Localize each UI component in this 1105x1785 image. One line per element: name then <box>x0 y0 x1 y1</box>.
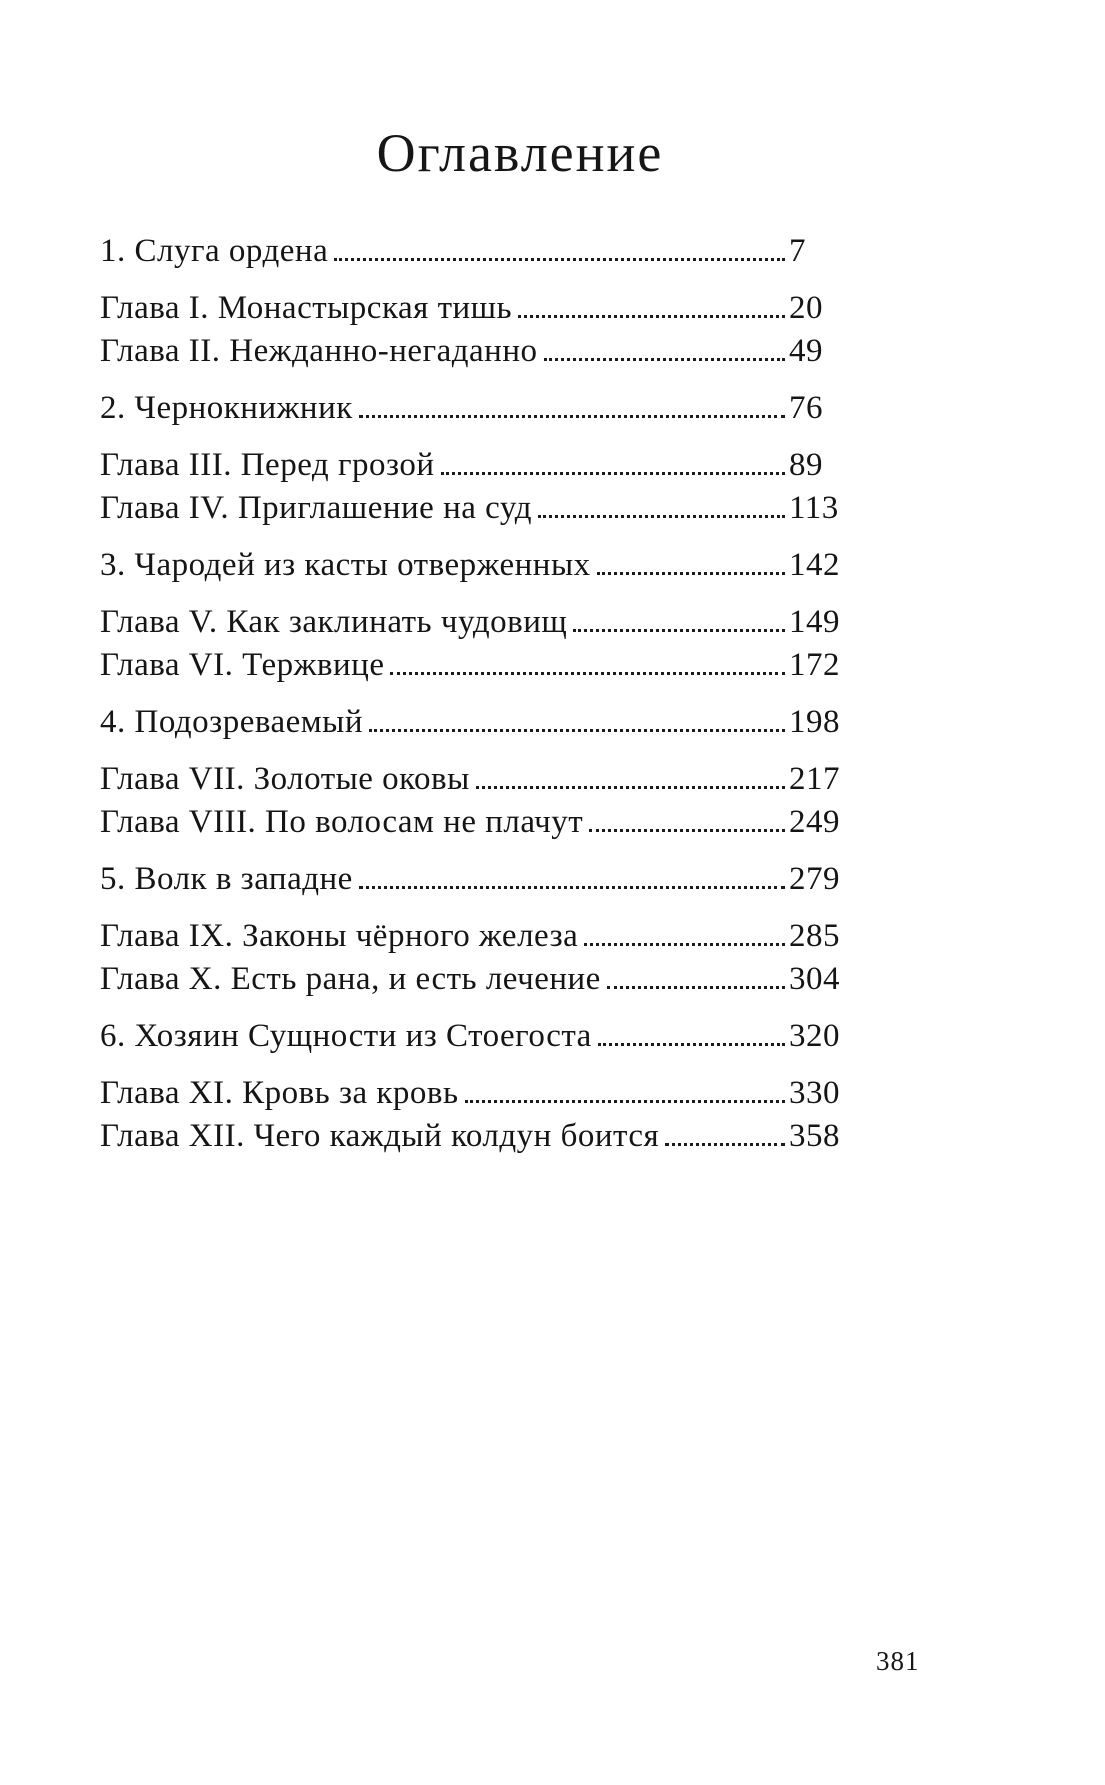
toc-entry-label: 3. Чародей из касты отверженных <box>100 547 591 584</box>
toc-entry-chapter[interactable] <box>100 1072 845 1115</box>
toc-entry-page-number: 20 <box>789 290 823 327</box>
toc-entry-page-number: 358 <box>789 1118 840 1155</box>
toc-entry-part[interactable] <box>100 544 845 587</box>
toc-entry-part[interactable] <box>100 387 845 430</box>
dot-leader <box>597 572 785 575</box>
dot-leader <box>359 886 785 889</box>
toc-entry-label: Глава VIII. По волосам не плачут <box>100 804 584 841</box>
toc-entry-label: 5. Волк в западне <box>100 861 353 898</box>
table-of-contents <box>100 230 845 1158</box>
toc-entry-page-number: 113 <box>789 490 839 527</box>
toc-entry-page-number: 217 <box>789 761 840 798</box>
toc-entry-part[interactable] <box>100 701 845 744</box>
toc-entry-page-number: 142 <box>789 547 840 584</box>
toc-entry-page-number: 149 <box>789 604 840 641</box>
dot-leader <box>573 629 785 632</box>
toc-entry-label: Глава V. Как заклинать чудовищ <box>100 604 568 641</box>
dot-leader <box>334 258 785 261</box>
toc-entry-page-number: 330 <box>789 1075 840 1112</box>
toc-entry-part[interactable] <box>100 1015 845 1058</box>
dot-leader <box>544 358 785 361</box>
toc-entry-label: Глава I. Монастырская тишь <box>100 290 513 327</box>
dot-leader <box>538 515 785 518</box>
toc-entry-chapter[interactable] <box>100 1115 845 1158</box>
toc-entry-label: Глава II. Нежданно-негаданно <box>100 333 538 370</box>
toc-entry-chapter[interactable] <box>100 444 845 487</box>
dot-leader <box>476 786 785 789</box>
toc-entry-chapter[interactable] <box>100 915 845 958</box>
dot-leader <box>369 729 785 732</box>
toc-entry-page-number: 89 <box>789 447 823 484</box>
dot-leader <box>465 1100 785 1103</box>
toc-entry-page-number: 7 <box>789 233 806 270</box>
toc-entry-part[interactable] <box>100 858 845 901</box>
toc-entry-page-number: 76 <box>789 390 823 427</box>
toc-entry-page-number: 304 <box>789 961 840 998</box>
toc-entry-chapter[interactable] <box>100 801 845 844</box>
toc-entry-part[interactable] <box>100 230 845 273</box>
toc-entry-label: Глава XI. Кровь за кровь <box>100 1075 459 1112</box>
toc-entry-page-number: 198 <box>789 704 840 741</box>
toc-entry-label: Глава VI. Тержвице <box>100 647 385 684</box>
toc-entry-page-number: 172 <box>789 647 840 684</box>
folio-page-number: 381 <box>876 1646 920 1676</box>
dot-leader <box>441 472 786 475</box>
toc-entry-page-number: 279 <box>789 861 840 898</box>
toc-entry-chapter[interactable] <box>100 330 845 373</box>
toc-entry-chapter[interactable] <box>100 958 845 1001</box>
toc-entry-page-number: 249 <box>789 804 840 841</box>
dot-leader <box>518 315 785 318</box>
toc-entry-label: 6. Хозяин Сущности из Стоегоста <box>100 1018 592 1055</box>
page-title: Оглавление <box>376 123 664 183</box>
dot-leader <box>359 415 785 418</box>
dot-leader <box>607 986 785 989</box>
toc-entry-chapter[interactable] <box>100 758 845 801</box>
dot-leader <box>589 829 785 832</box>
toc-entry-label: Глава VII. Золотые оковы <box>100 761 470 798</box>
toc-entry-label: 4. Подозреваемый <box>100 704 364 741</box>
toc-entry-page-number: 49 <box>789 333 823 370</box>
toc-entry-page-number: 320 <box>789 1018 840 1055</box>
toc-entry-chapter[interactable] <box>100 601 845 644</box>
toc-entry-label: 2. Чернокнижник <box>100 390 353 427</box>
toc-entry-chapter[interactable] <box>100 287 845 330</box>
dot-leader <box>584 943 785 946</box>
toc-entry-label: Глава IX. Законы чёрного железа <box>100 918 579 955</box>
toc-entry-label: Глава XII. Чего каждый колдун боится <box>100 1118 660 1155</box>
toc-entry-chapter[interactable] <box>100 487 845 530</box>
toc-entry-label: Глава IV. Приглашение на суд <box>100 490 533 527</box>
toc-entry-label: Глава III. Перед грозой <box>100 447 435 484</box>
toc-entry-chapter[interactable] <box>100 644 845 687</box>
toc-entry-label: Глава X. Есть рана, и есть лечение <box>100 961 601 998</box>
toc-entry-page-number: 285 <box>789 918 840 955</box>
dot-leader <box>598 1043 785 1046</box>
toc-entry-label: 1. Слуга ордена <box>100 233 329 270</box>
dot-leader <box>665 1143 785 1146</box>
dot-leader <box>390 672 785 675</box>
